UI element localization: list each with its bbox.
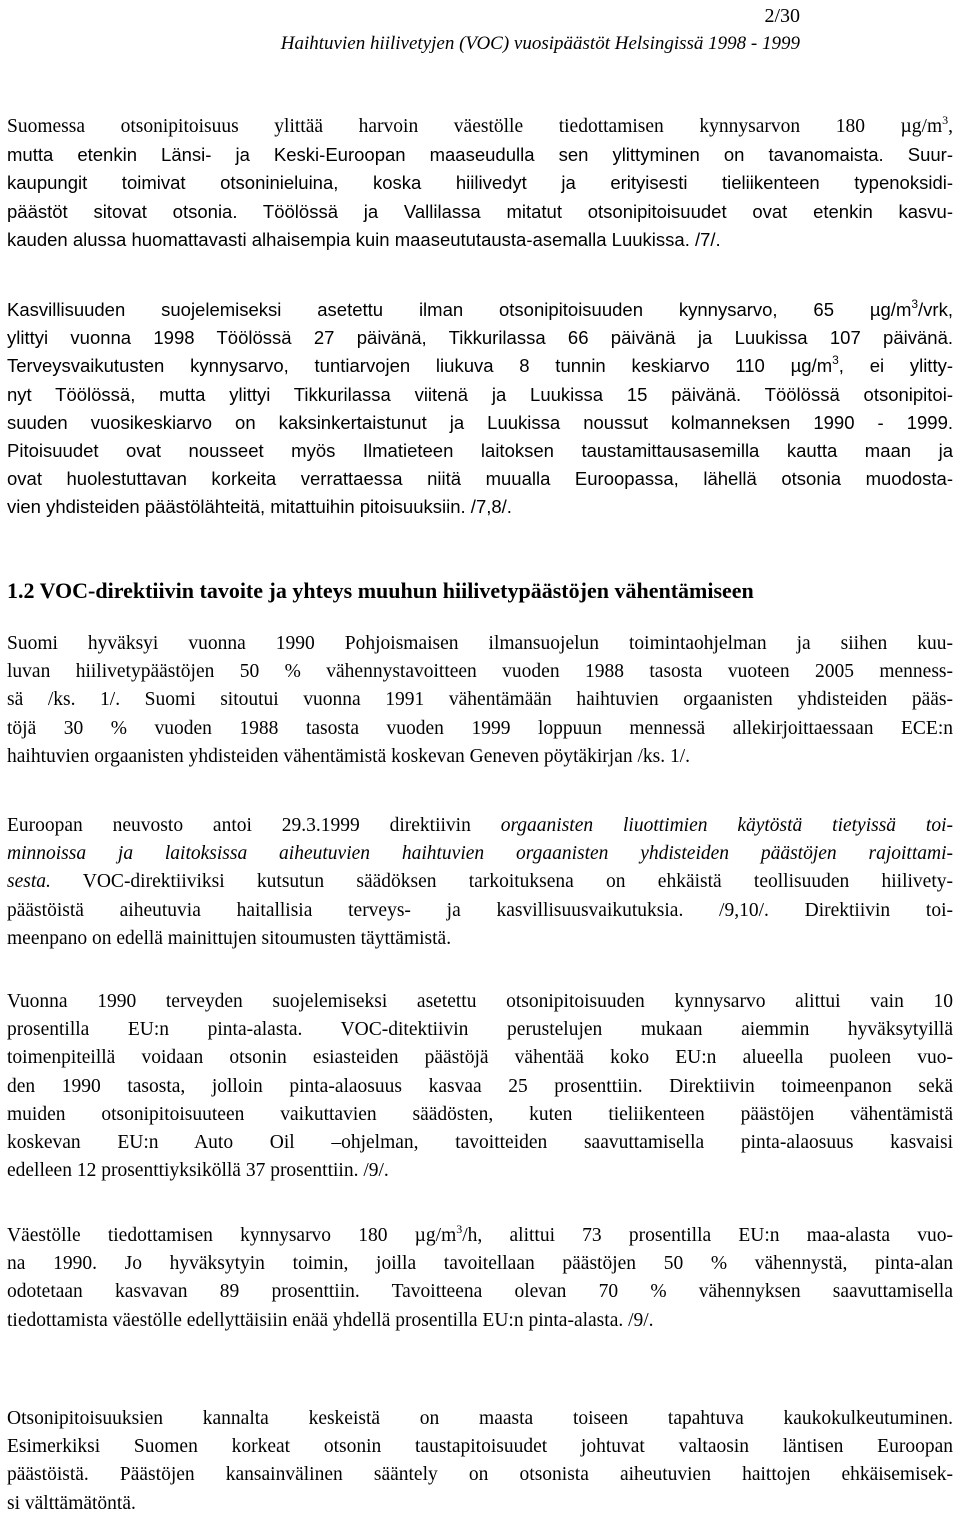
text-line: kaupungit toimivat otsoninieluina, koska hiilivedyt ja erityisesti tieliikenteen typenoksidi-	[7, 172, 953, 194]
text-line: Otsonipitoisuuksien kannalta keskeistä on maasta toiseen tapahtuva kaukokulkeutuminen.	[7, 1408, 953, 1429]
text-line: sesta. VOC-direktiiviksi kutsutun säädöksen tarkoituksena on ehkäistä teollisuuden hiilivety-	[7, 871, 953, 893]
text-line: päästöt sitovat otsonia. Töölössä ja Vallilassa mitatut otsonipitoisuudet ovat etenkin kasvu-	[7, 200, 953, 222]
text-line: vien yhdisteiden päästölähteitä, mitattuihin pitoisuuksiin. /7,8/.	[7, 496, 512, 518]
paragraph-7	[7, 1405, 953, 1518]
text-line: ovat huolestuttavan korkeita verrattaessa niitä muualla Euroopassa, lähellä otsonia muodosta-	[7, 468, 953, 490]
text-line: odotetaan kasvavan 89 prosenttiin. Tavoitteena olevan 70 % vähennyksen saavuttamisella	[7, 1281, 953, 1303]
text-line: tiedottamista väestölle edellyttäisiin enää yhdellä prosentilla EU:n pinta-alasta. /9/.	[7, 1309, 654, 1331]
page-number: 2/30	[764, 5, 800, 27]
text-line: prosentilla EU:n pinta-alasta. VOC-ditektiivin perustelujen mukaan aiemmin hyväksytyillä	[7, 1019, 953, 1041]
paragraph-4	[7, 812, 953, 953]
paragraph-3	[7, 630, 953, 771]
text-line: Vuonna 1990 terveyden suojelemiseksi asetettu otsonipitoisuuden kynnysarvo alittui vain 10	[7, 991, 953, 1012]
text-line: päästöistä aiheutuvia haitallisia terveys- ja kasvillisuusvaikutuksia. /9,10/. Direktiivin toi-	[7, 899, 953, 921]
document-title: Haihtuvien hiilivetyjen (VOC) vuosipäästöt Helsingissä 1998 - 1999	[280, 33, 800, 54]
paragraph-1	[7, 113, 953, 254]
text-line: si välttämätöntä.	[7, 1492, 136, 1514]
paragraph-2	[7, 296, 953, 522]
paragraph-5	[7, 988, 953, 1185]
text-line: Suomi hyväksyi vuonna 1990 Pohjoismaisen ilmansuojelun toimintaohjelman ja siihen kuu-	[7, 633, 953, 654]
text-line: Terveysvaikutusten kynnysarvo, tuntiarvojen liukuva 8 tunnin keskiarvo 110 $\mu g/m^3$, ei ylitty-	[7, 353, 954, 377]
text-line: Pitoisuudet ovat nousseet myös Ilmatieteen laitoksen taustamittausasemilla kautta maan ja	[7, 440, 953, 462]
text-line: päästöistä. Päästöjen kansainvälinen sääntely on otsonista aiheutuvien haittojen ehkäisemisek-	[7, 1464, 953, 1486]
text-line: suuden vuosikeskiarvo on kaksinkertaistunut ja Luukissa noussut kolmanneksen 1990 - 1999.	[7, 411, 953, 433]
text-line: kauden alussa huomattavasti alhaisempia kuin maaseututausta-asemalla Luukissa. /7/.	[7, 228, 721, 250]
text-line: den 1990 tasosta, jolloin pinta-alaosuus kasvaa 25 prosenttiin. Direktiivin toimeenpanon sekä	[7, 1075, 953, 1097]
text-line: sä /ks. 1/. Suomi sitoutui vuonna 1991 vähentämään haihtuvien orgaanisten yhdisteiden pääs-	[7, 689, 953, 711]
text-line: Esimerkiksi Suomen korkeat otsonin taustapitoisuudet johtuvat valtaosin läntisen Euroopan	[7, 1436, 953, 1458]
text-line: haihtuvien orgaanisten yhdisteiden vähentämistä koskevan Geneven pöytäkirjan /ks. 1/.	[7, 745, 691, 767]
text-line: toimenpiteillä voidaan otsonin esiasteiden päästöjä vähentää koko EU:n alueella puoleen vuo-	[7, 1047, 953, 1069]
text-line: luvan hiilivetypäästöjen 50 % vähennystavoitteen vuoden 1988 tasosta vuoteen 2005 menness-	[7, 661, 953, 683]
text-line: Suomessa otsonipitoisuus ylittää harvoin väestölle tiedottamisen kynnysarvon 180 $\mu g/m^3$,	[7, 113, 953, 137]
text-line: muiden otsonipitoisuuteen vaikuttavien säädösten, kuten tieliikenteen päästöjen vähentämistä	[7, 1103, 953, 1125]
text-line: koskevan EU:n Auto Oil –ohjelman, tavoitteiden saavuttamisella pinta-alaosuus kasvaisi	[7, 1132, 953, 1154]
text-line: töjä 30 % vuoden 1988 tasosta vuoden 1999 loppuun mennessä allekirjoittaessaan ECE:n	[7, 717, 953, 739]
text-line: Euroopan neuvosto antoi 29.3.1999 direktiivin orgaanisten liuottimien käytöstä tietyissä toi-	[7, 815, 953, 836]
text-line: Väestölle tiedottamisen kynnysarvo 180 $\mu g/m^3/h$, alittui 73 prosentilla EU:n maa-alasta vuo-	[7, 1222, 953, 1246]
page-header	[281, 2, 800, 58]
text-line: minnoissa ja laitoksissa aiheutuvien haihtuvien orgaanisten yhdisteiden päästöjen rajoittami-	[7, 843, 953, 865]
section-heading: 1.2 VOC-direktiivin tavoite ja yhteys muuhun hiilivetypäästöjen vähentämiseen	[7, 578, 754, 603]
text-line: meenpano on edellä mainittujen sitoumusten täyttämistä.	[7, 927, 452, 949]
text-line: edelleen 12 prosenttiyksiköllä 37 prosenttiin. /9/.	[7, 1160, 389, 1182]
paragraph-6	[7, 1222, 953, 1335]
text-line: ylittyi vuonna 1998 Töölössä 27 päivänä, Tikkurilassa 66 päivänä ja Luukissa 107 päivänä.	[7, 327, 953, 349]
text-line: na 1990. Jo hyväksytyin toimin, joilla tavoitellaan päästöjen 50 % vähennystä, pinta-alan	[7, 1253, 953, 1275]
text-line: nyt Töölössä, mutta ylittyi Tikkurilassa viitenä ja Luukissa 15 päivänä. Töölössä otsonipitoi-	[7, 383, 953, 405]
text-line: Kasvillisuuden suojelemiseksi asetettu ilman otsonipitoisuuden kynnysarvo, 65 $\mu g/m^3$/vrk,	[7, 297, 953, 320]
text-line: mutta etenkin Länsi- ja Keski-Euroopan maaseudulla sen ylittyminen on tavanomaista. Suur-	[7, 144, 953, 166]
